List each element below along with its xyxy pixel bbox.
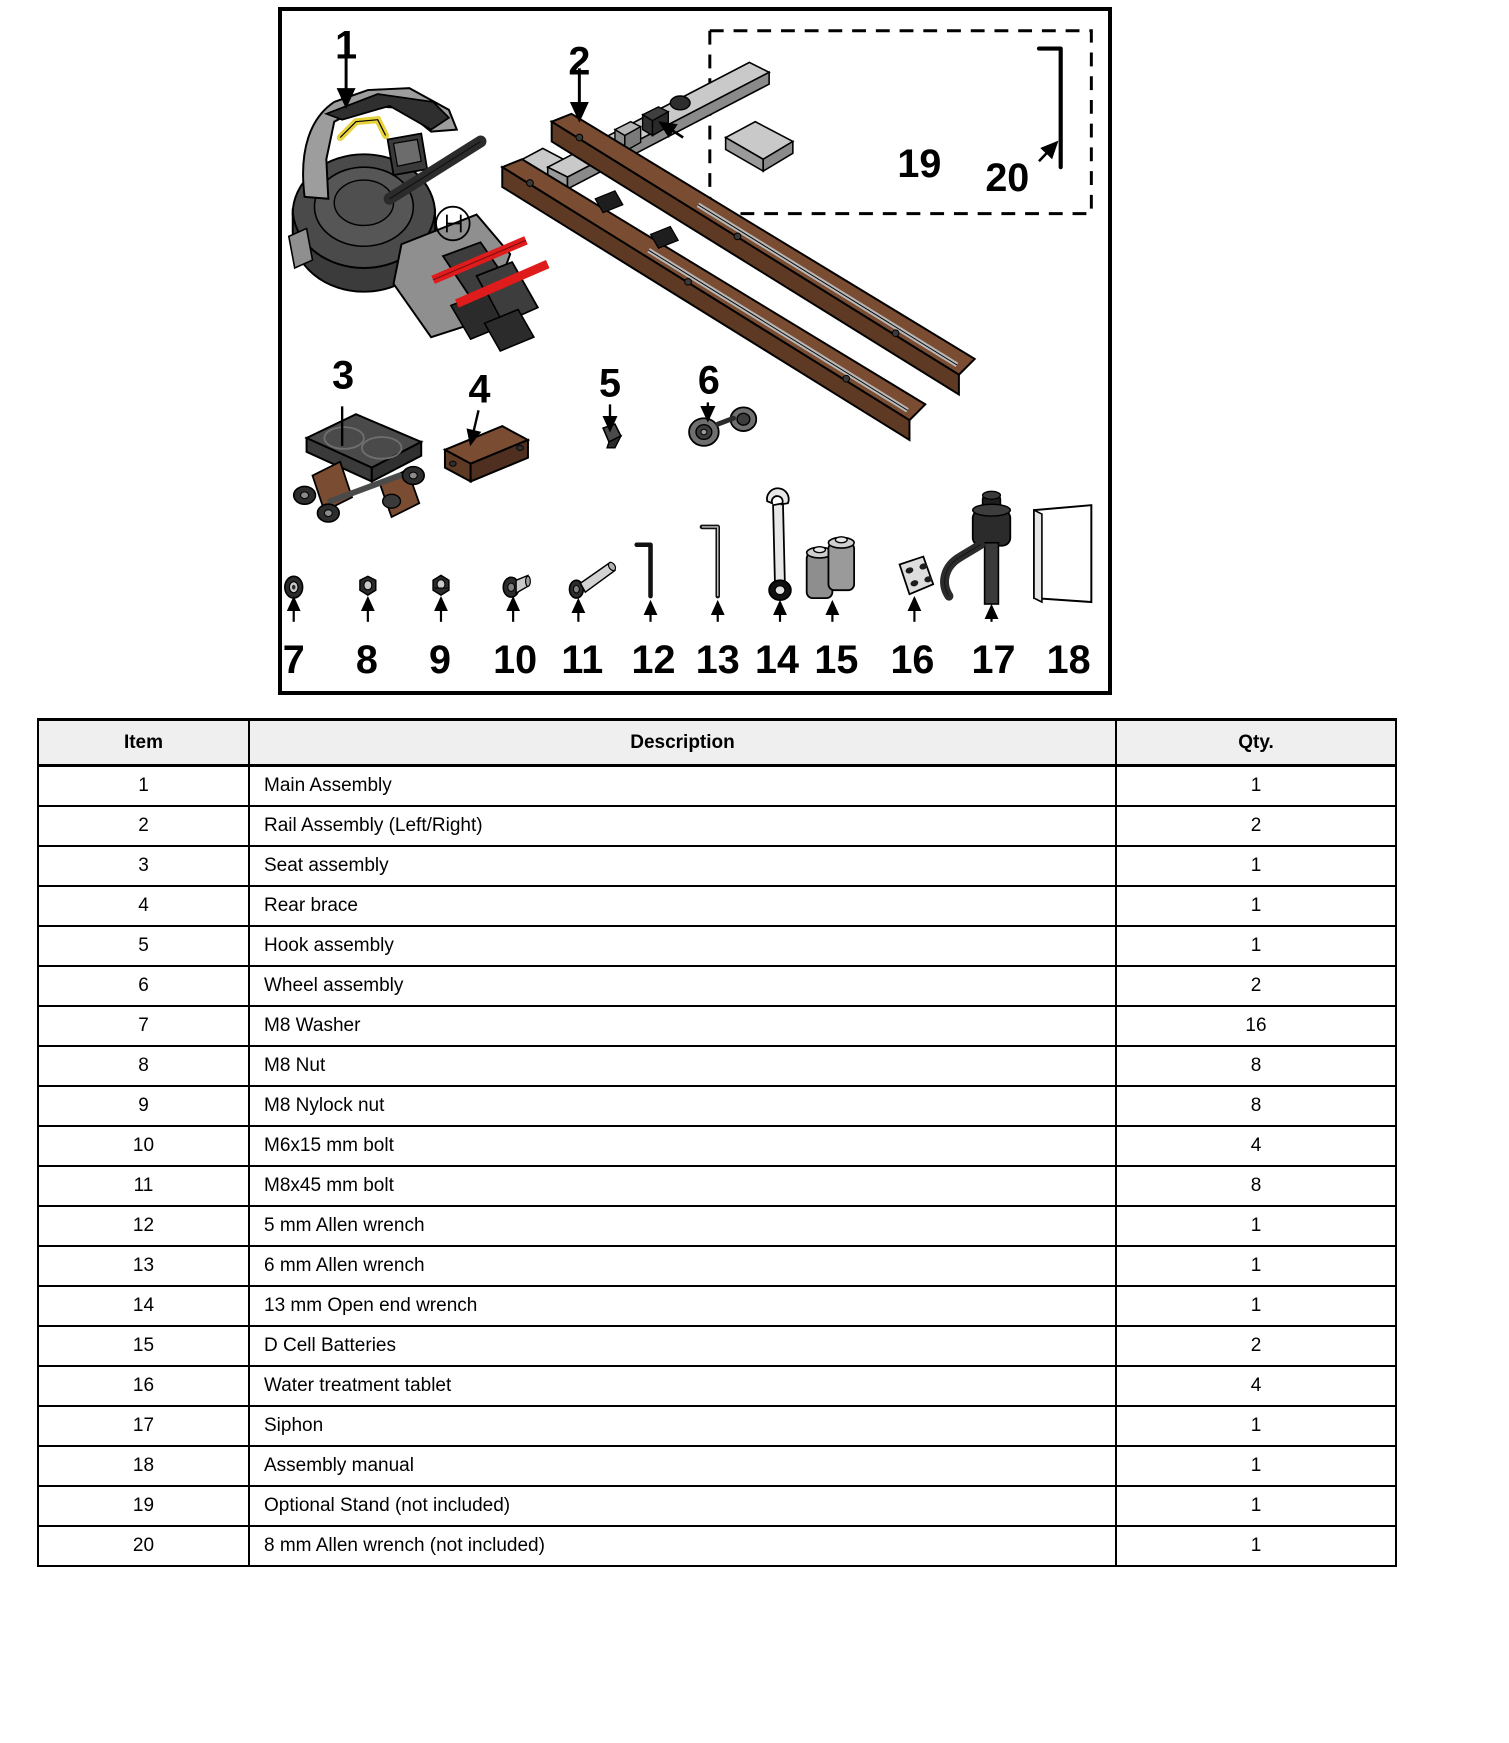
cell-qty: 4	[1116, 1126, 1396, 1166]
cell-description: Hook assembly	[249, 926, 1116, 966]
cell-item: 15	[38, 1326, 249, 1366]
callout-label-16: 16	[890, 638, 935, 683]
cell-description: Wheel assembly	[249, 966, 1116, 1006]
callout-label-18: 18	[1046, 638, 1091, 683]
cell-qty: 1	[1116, 1406, 1396, 1446]
table-row	[38, 1326, 1396, 1366]
cell-description: D Cell Batteries	[249, 1326, 1116, 1366]
column-header-description: Description	[249, 720, 1116, 766]
table-row	[38, 926, 1396, 966]
cell-item: 9	[38, 1086, 249, 1126]
cell-item: 1	[38, 766, 249, 806]
cell-description: 6 mm Allen wrench	[249, 1246, 1116, 1286]
cell-qty: 8	[1116, 1166, 1396, 1206]
cell-description: 13 mm Open end wrench	[249, 1286, 1116, 1326]
table-row	[38, 1246, 1396, 1286]
table-row	[38, 1126, 1396, 1166]
table-row	[38, 1206, 1396, 1246]
table-row	[38, 1526, 1396, 1566]
seat-assembly-graphic	[294, 414, 424, 522]
optional-items-dashed-box	[710, 31, 1092, 214]
m8-nylock-nut-graphic	[433, 575, 449, 595]
cell-description: M8 Washer	[249, 1006, 1116, 1046]
cell-qty: 1	[1116, 846, 1396, 886]
callout-label-4: 4	[468, 367, 491, 412]
table-row	[38, 1366, 1396, 1406]
table-header-row	[38, 720, 1396, 766]
cell-qty: 1	[1116, 766, 1396, 806]
cell-description: Main Assembly	[249, 766, 1116, 806]
cell-item: 6	[38, 966, 249, 1006]
cell-item: 10	[38, 1126, 249, 1166]
cell-item: 4	[38, 886, 249, 926]
cell-description: Assembly manual	[249, 1446, 1116, 1486]
cell-qty: 16	[1116, 1006, 1396, 1046]
cell-item: 17	[38, 1406, 249, 1446]
callout-label-11: 11	[561, 638, 604, 683]
callout-label-19: 19	[897, 142, 942, 187]
table-row	[38, 1286, 1396, 1326]
siphon-graphic	[945, 491, 1011, 604]
cell-qty: 2	[1116, 1326, 1396, 1366]
cell-description: M8 Nylock nut	[249, 1086, 1116, 1126]
parts-list-table	[37, 718, 1397, 1567]
cell-description: Seat assembly	[249, 846, 1116, 886]
cell-description: M6x15 mm bolt	[249, 1126, 1116, 1166]
m6x15-bolt-graphic	[503, 575, 530, 597]
cell-description: Optional Stand (not included)	[249, 1486, 1116, 1526]
cell-item: 5	[38, 926, 249, 966]
table-row	[38, 1006, 1396, 1046]
illustration-panel	[278, 7, 1112, 695]
callout-label-6: 6	[697, 358, 720, 403]
cell-qty: 1	[1116, 1446, 1396, 1486]
allen-wrench-5mm-graphic	[637, 545, 651, 596]
d-cell-batteries-graphic	[807, 537, 854, 598]
table-row	[38, 766, 1396, 806]
callout-label-8: 8	[355, 638, 378, 683]
table-row	[38, 1086, 1396, 1126]
cell-description: Rear brace	[249, 886, 1116, 926]
m8-washer-graphic	[285, 576, 303, 598]
cell-qty: 1	[1116, 1486, 1396, 1526]
cell-description: 8 mm Allen wrench (not included)	[249, 1526, 1116, 1566]
cell-qty: 8	[1116, 1086, 1396, 1126]
cell-item: 3	[38, 846, 249, 886]
cell-item: 14	[38, 1286, 249, 1326]
callout-label-12: 12	[631, 638, 676, 683]
callout-label-10: 10	[493, 638, 538, 683]
cell-description: 5 mm Allen wrench	[249, 1206, 1116, 1246]
cell-qty: 1	[1116, 886, 1396, 926]
main-assembly-graphic	[289, 88, 548, 351]
cell-qty: 1	[1116, 1206, 1396, 1246]
cell-description: Siphon	[249, 1406, 1116, 1446]
cell-qty: 2	[1116, 966, 1396, 1006]
table-row	[38, 1166, 1396, 1206]
table-row	[38, 1406, 1396, 1446]
table-row	[38, 886, 1396, 926]
column-header-qty: Qty.	[1116, 720, 1396, 766]
cell-description: Water treatment tablet	[249, 1366, 1116, 1406]
cell-qty: 8	[1116, 1046, 1396, 1086]
table-row	[38, 806, 1396, 846]
cell-item: 7	[38, 1006, 249, 1046]
callout-label-5: 5	[599, 361, 621, 406]
hook-assembly-graphic	[603, 424, 621, 448]
table-row	[38, 846, 1396, 886]
cell-item: 13	[38, 1246, 249, 1286]
cell-description: M8 Nut	[249, 1046, 1116, 1086]
callout-label-17: 17	[971, 638, 1016, 683]
table-row	[38, 1486, 1396, 1526]
callout-label-7: 7	[282, 638, 305, 683]
callout-label-9: 9	[429, 638, 451, 683]
water-treatment-tablet-graphic	[900, 557, 934, 595]
cell-item: 8	[38, 1046, 249, 1086]
exploded-parts-illustration	[282, 11, 1108, 691]
cell-description: M8x45 mm bolt	[249, 1166, 1116, 1206]
cell-item: 19	[38, 1486, 249, 1526]
callout-20-leader	[1039, 142, 1057, 161]
cell-description: Rail Assembly (Left/Right)	[249, 806, 1116, 846]
callout-label-14: 14	[755, 638, 800, 683]
cell-qty: 2	[1116, 806, 1396, 846]
open-end-wrench-13mm-graphic	[767, 488, 791, 600]
cell-item: 20	[38, 1526, 249, 1566]
callout-label-1: 1	[335, 23, 358, 68]
cell-item: 11	[38, 1166, 249, 1206]
cell-item: 12	[38, 1206, 249, 1246]
cell-qty: 4	[1116, 1366, 1396, 1406]
cell-item: 18	[38, 1446, 249, 1486]
table-row	[38, 966, 1396, 1006]
callout-label-15: 15	[814, 638, 859, 683]
cell-qty: 1	[1116, 1526, 1396, 1566]
cell-qty: 1	[1116, 1246, 1396, 1286]
cell-item: 16	[38, 1366, 249, 1406]
cell-qty: 1	[1116, 926, 1396, 966]
table-row	[38, 1046, 1396, 1086]
allen-wrench-6mm-graphic	[702, 527, 718, 596]
m8x45-bolt-graphic	[569, 561, 617, 598]
assembly-manual-graphic	[1034, 505, 1091, 602]
wheel-assembly-graphic	[689, 407, 756, 446]
callout-label-3: 3	[332, 353, 355, 398]
callout-label-2: 2	[568, 39, 591, 84]
callout-label-20: 20	[985, 155, 1030, 200]
column-header-item: Item	[38, 720, 249, 766]
table-row	[38, 1446, 1396, 1486]
parts-table-body	[38, 766, 1396, 1566]
callout-label-13: 13	[695, 638, 740, 683]
m8-nut-graphic	[360, 576, 376, 595]
rear-brace-graphic	[445, 426, 528, 481]
cell-item: 2	[38, 806, 249, 846]
cell-qty: 1	[1116, 1286, 1396, 1326]
